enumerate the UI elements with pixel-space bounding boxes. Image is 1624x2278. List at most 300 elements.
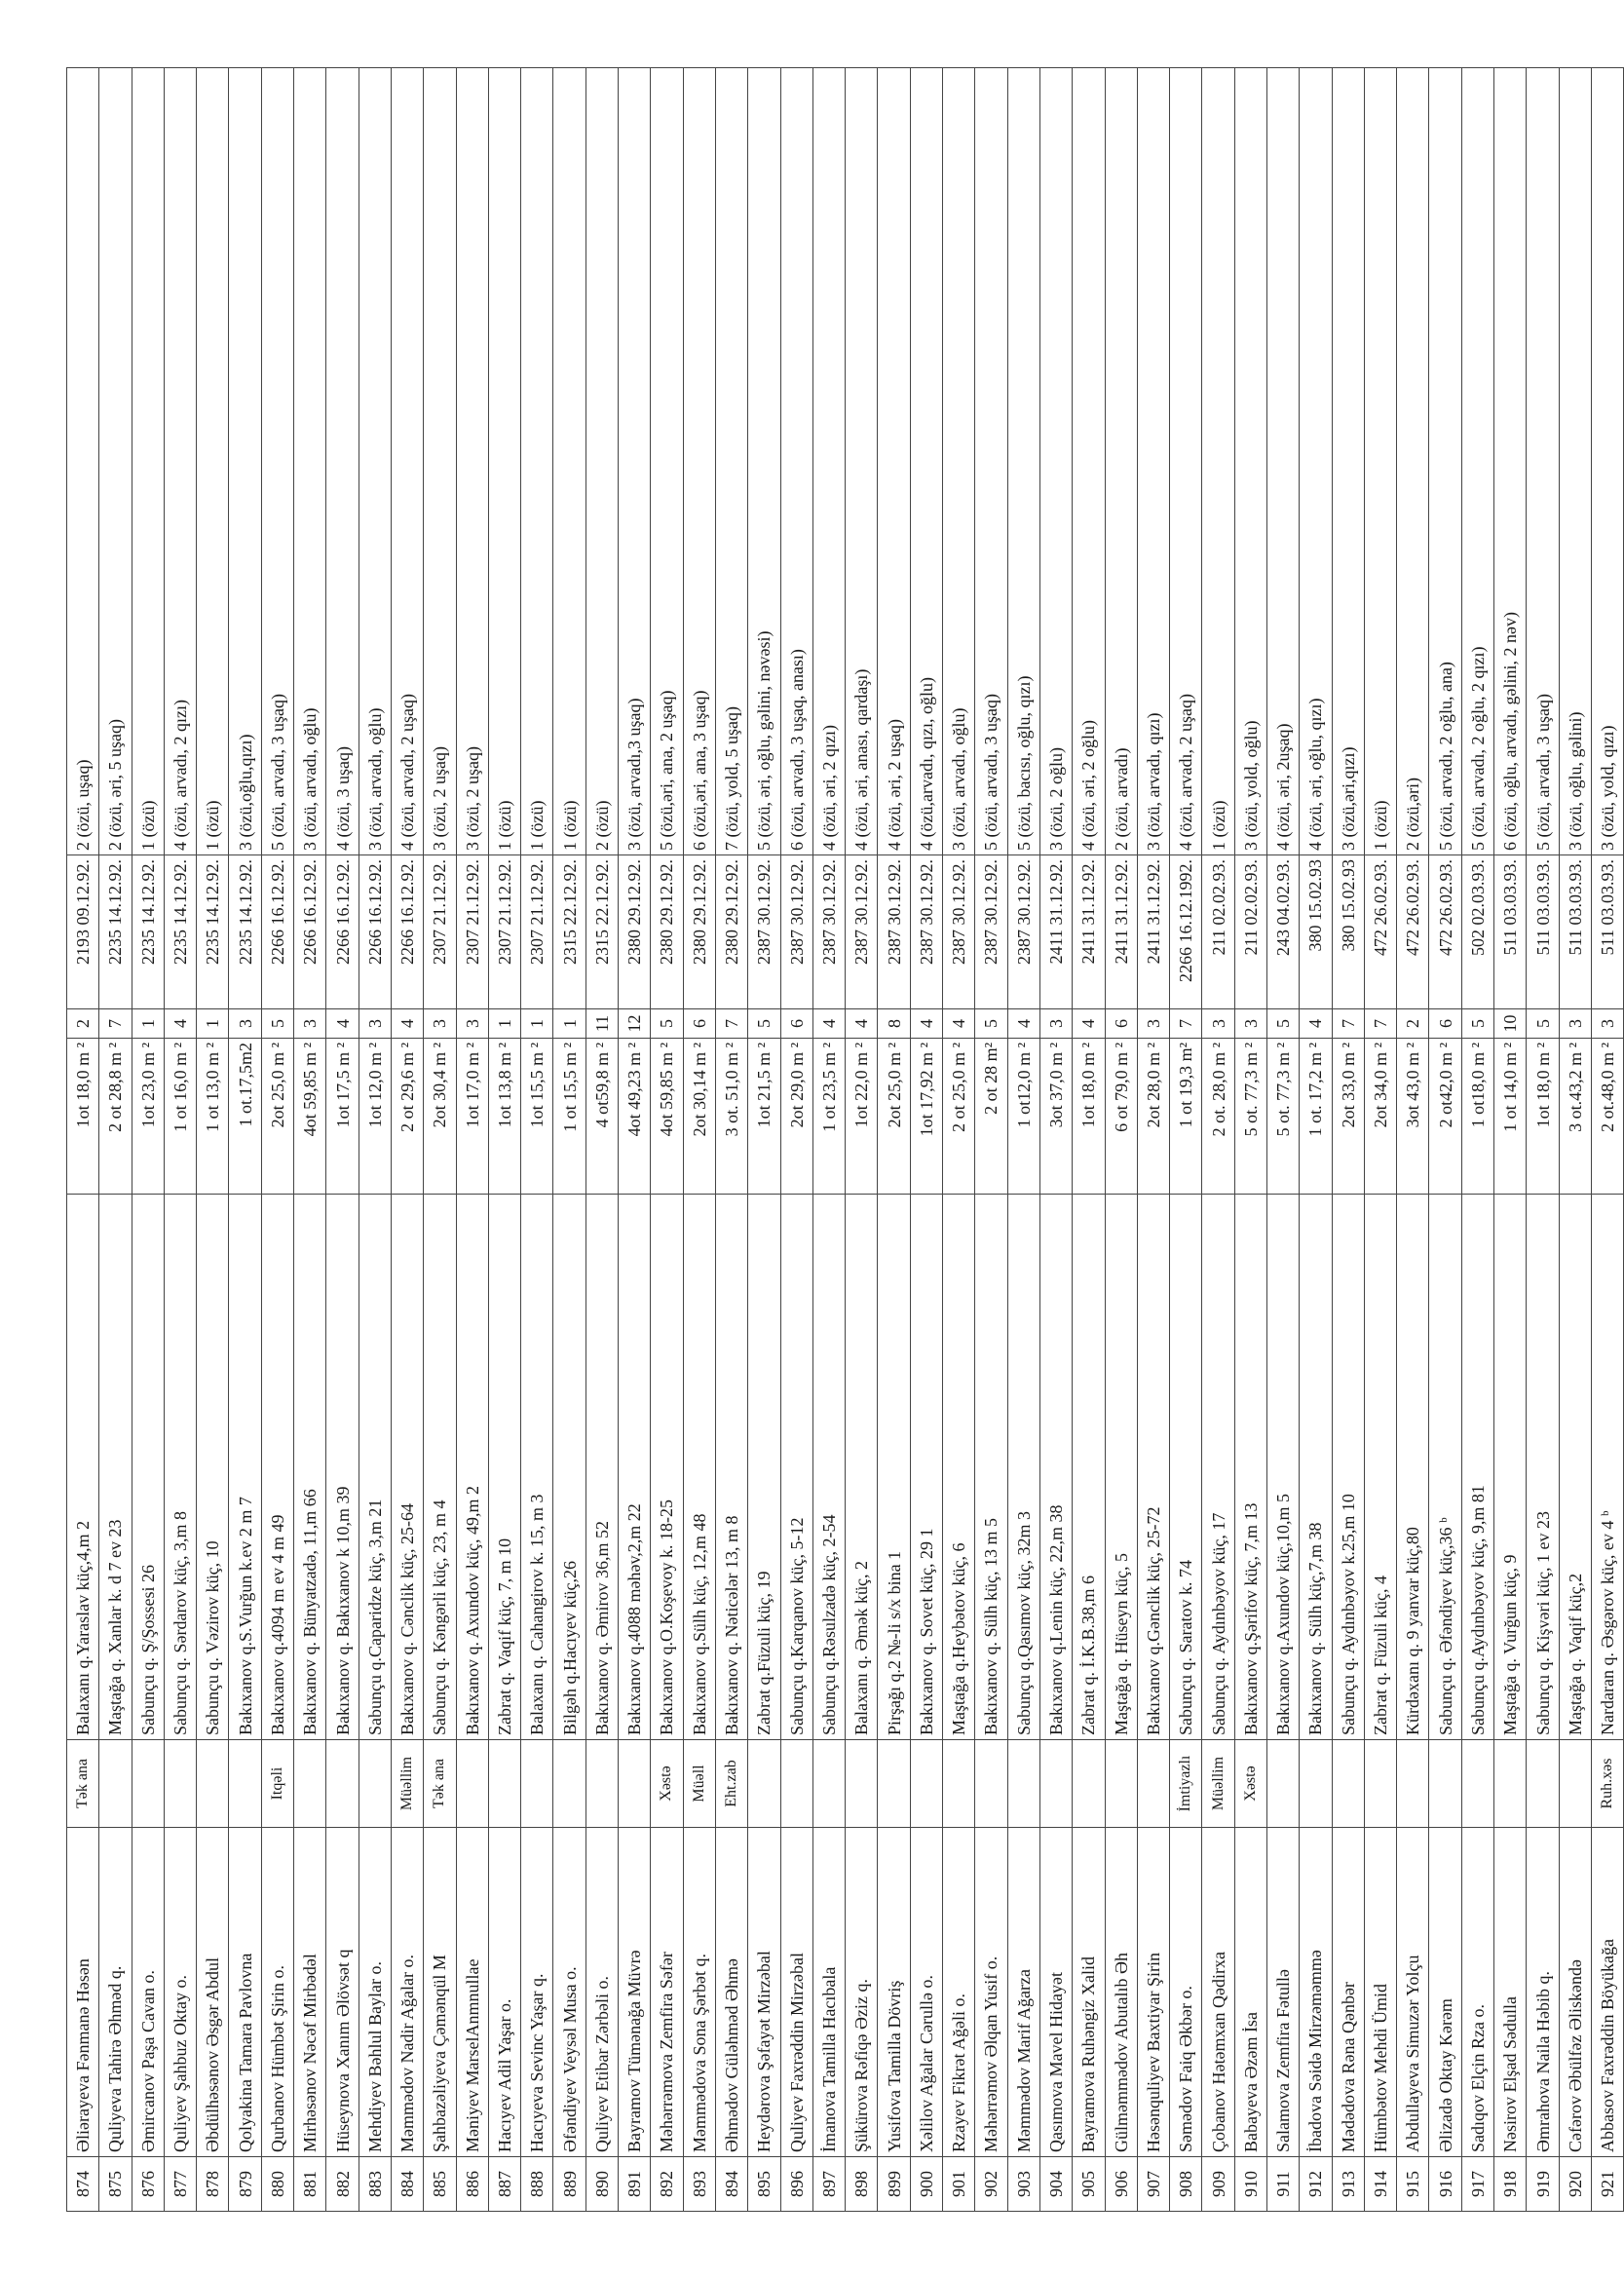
row-number: 909 xyxy=(1202,2157,1234,2212)
address: Zabrat q. Vaqif küç, 7, m 10 xyxy=(488,1195,520,1740)
person-name: Mehdiyev Bəhlul Baylar o. xyxy=(359,1828,391,2157)
status-note xyxy=(1300,1740,1332,1828)
family-count: 7 xyxy=(1364,1009,1396,1039)
person-name: Heydərova Şəfayət Mirzəbal xyxy=(748,1828,780,2157)
family-count: 3 xyxy=(1591,1009,1623,1039)
status-note xyxy=(910,1740,942,1828)
status-note xyxy=(1461,1740,1493,1828)
apartment-size: 2ot 28,0 m ² xyxy=(1137,1039,1169,1195)
apartment-size: 1ot 18,0 m ² xyxy=(67,1039,99,1195)
address: Bakıxanov q. Sovet küç, 29 1 xyxy=(910,1195,942,1740)
apartment-size: 1 ot12,0 m ² xyxy=(1007,1039,1039,1195)
apartment-size: 2ot 34,0 m ² xyxy=(1364,1039,1396,1195)
apartment-size: 2 ot.48,0 m ² xyxy=(1591,1039,1623,1195)
address: Bakıxanov q. Nəticələr 13, m 8 xyxy=(715,1195,747,1740)
order-number-date: 472 26.02.93. xyxy=(1364,855,1396,1009)
table-row xyxy=(1461,68,1493,2212)
apartment-size: 1ot 17,5 m ² xyxy=(326,1039,359,1195)
order-number-date: 2235 14.12.92. xyxy=(229,855,261,1009)
family-composition: 4 (özü, əri, 2 qızı) xyxy=(812,68,845,855)
order-number-date: 2235 14.12.92. xyxy=(99,855,132,1009)
address: Pirşağı q.2 №-li s/x bina 1 xyxy=(878,1195,910,1740)
order-number-date: 511 03.03.93. xyxy=(1527,855,1559,1009)
status-note xyxy=(619,1740,651,1828)
order-number-date: 502 02.03.93. xyxy=(1461,855,1493,1009)
address: Nardaran q. Əsgərov küç, ev 4 ᵇ xyxy=(1591,1195,1623,1740)
family-count: 4 xyxy=(846,1009,878,1039)
person-name: Quliyeva Tahirə Əhməd q. xyxy=(99,1828,132,2157)
person-name: Rzayev Fikrət Ağəli o. xyxy=(943,1828,975,2157)
address: Bakıxanov q. Axundov küç, 49,m 2 xyxy=(456,1195,488,1740)
address: Zabrat q.Füzuli küç, 19 xyxy=(748,1195,780,1740)
family-composition: 2 (özü, uşaq) xyxy=(67,68,99,855)
family-count: 7 xyxy=(1332,1009,1364,1039)
address: Sabunçu q. Ş/Şossesi 26 xyxy=(132,1195,164,1740)
family-composition: 6 (özü, arvadı, 3 uşaq, anası) xyxy=(780,68,812,855)
status-note xyxy=(812,1740,845,1828)
status-note xyxy=(1397,1740,1429,1828)
person-name: Qurbanov Hümbət Şirin o. xyxy=(261,1828,293,2157)
person-name: Şükürova Rəfiqə Əziz q. xyxy=(846,1828,878,2157)
table-row xyxy=(1559,68,1591,2212)
person-name: İbadova Səidə Mirzəməmmə xyxy=(1300,1828,1332,2157)
row-number: 901 xyxy=(943,2157,975,2212)
table-row xyxy=(1332,68,1364,2212)
status-note xyxy=(1137,1740,1169,1828)
apartment-size: 1ot 17,92 m ² xyxy=(910,1039,942,1195)
person-name: Xəlilov Ağalar Cərullə o. xyxy=(910,1828,942,2157)
family-composition: 4 (özü, əri, 2 oğlu) xyxy=(1073,68,1105,855)
person-name: Əhmədov Güləhməd Əhmə xyxy=(715,1828,747,2157)
apartment-size: 1 ot 16,0 m ² xyxy=(164,1039,196,1195)
table-row xyxy=(1234,68,1266,2212)
row-number: 903 xyxy=(1007,2157,1039,2212)
order-number-date: 2307 21.12.92. xyxy=(456,855,488,1009)
family-composition: 5 (özü, bacısı, oğlu, qızı) xyxy=(1007,68,1039,855)
table-row xyxy=(359,68,391,2212)
table-row xyxy=(132,68,164,2212)
apartment-size: 1 ot 15,5 m ² xyxy=(553,1039,585,1195)
order-number-date: 2387 30.12.92. xyxy=(975,855,1007,1009)
person-name: Sadıqov Elçin Rza o. xyxy=(1461,1828,1493,2157)
family-count: 3 xyxy=(424,1009,456,1039)
family-count: 11 xyxy=(585,1009,618,1039)
address: Bakıxanov q.S.Vurğun k.ev 2 m 7 xyxy=(229,1195,261,1740)
address: Zabrat q. Füzuli küç, 4 xyxy=(1364,1195,1396,1740)
family-count: 4 xyxy=(943,1009,975,1039)
row-number: 902 xyxy=(975,2157,1007,2212)
row-number: 878 xyxy=(197,2157,229,2212)
order-number-date: 243 04.02.93. xyxy=(1266,855,1299,1009)
status-note xyxy=(553,1740,585,1828)
row-number: 887 xyxy=(488,2157,520,2212)
family-composition: 3 (özü, arvadı,3 uşaq) xyxy=(619,68,651,855)
family-count: 4 xyxy=(391,1009,423,1039)
status-note xyxy=(326,1740,359,1828)
row-number: 881 xyxy=(294,2157,326,2212)
person-name: Quliyev Şahbuz Oktay o. xyxy=(164,1828,196,2157)
table-row xyxy=(553,68,585,2212)
person-name: Hümbətov Mehdi Ümid xyxy=(1364,1828,1396,2157)
family-composition: 3 (özü, arvadı, oğlu) xyxy=(359,68,391,855)
family-composition: 2 (özü, əri, 5 uşaq) xyxy=(99,68,132,855)
address: Sabunçu q. Kişvəri küç, 1 ev 23 xyxy=(1527,1195,1559,1740)
person-name: Bayramova Ruhəngiz Xalid xyxy=(1073,1828,1105,2157)
status-note: Eht.zab xyxy=(715,1740,747,1828)
order-number-date: 2411 31.12.92. xyxy=(1073,855,1105,1009)
order-number-date: 2387 30.12.92. xyxy=(748,855,780,1009)
family-count: 3 xyxy=(1202,1009,1234,1039)
table-row xyxy=(99,68,132,2212)
status-note xyxy=(846,1740,878,1828)
table-row xyxy=(585,68,618,2212)
row-number: 918 xyxy=(1494,2157,1527,2212)
person-name: Çobanov Hətəmxan Qədirxa xyxy=(1202,1828,1234,2157)
status-note: Itqəli xyxy=(261,1740,293,1828)
table-row xyxy=(812,68,845,2212)
order-number-date: 380 15.02.93 xyxy=(1332,855,1364,1009)
apartment-size: 2 ot. 28,0 m ² xyxy=(1202,1039,1234,1195)
status-note xyxy=(132,1740,164,1828)
family-count: 7 xyxy=(1170,1009,1202,1039)
order-number-date: 2266 16.12.92. xyxy=(326,855,359,1009)
table-row xyxy=(1073,68,1105,2212)
person-name: Abdullayeva Simuzər Yolçu xyxy=(1397,1828,1429,2157)
apartment-size: 2 ot 25,0 m ² xyxy=(943,1039,975,1195)
order-number-date: 2380 29.12.92. xyxy=(683,855,715,1009)
row-number: 897 xyxy=(812,2157,845,2212)
row-number: 910 xyxy=(1234,2157,1266,2212)
status-note: Müəll xyxy=(683,1740,715,1828)
address: Sabunçu q. Əfəndiyev küç,36 ᵇ xyxy=(1429,1195,1461,1740)
apartment-size: 1 ot18,0 m ² xyxy=(1461,1039,1493,1195)
table-row xyxy=(229,68,261,2212)
address: Bakıxanov q. Bünyatzadə, 11,m 66 xyxy=(294,1195,326,1740)
order-number-date: 2387 30.12.92. xyxy=(910,855,942,1009)
table-row xyxy=(1300,68,1332,2212)
family-count: 3 xyxy=(294,1009,326,1039)
apartment-size: 4ot 59,85 m ² xyxy=(651,1039,683,1195)
status-note xyxy=(780,1740,812,1828)
apartment-size: 2ot 30,4 m ² xyxy=(424,1039,456,1195)
family-count: 1 xyxy=(553,1009,585,1039)
order-number-date: 2307 21.12.92. xyxy=(424,855,456,1009)
person-name: Həsənquliyev Baxtiyar Şirin xyxy=(1137,1828,1169,2157)
family-count: 4 xyxy=(164,1009,196,1039)
status-note xyxy=(878,1740,910,1828)
row-number: 913 xyxy=(1332,2157,1364,2212)
family-count: 3 xyxy=(1039,1009,1072,1039)
order-number-date: 2307 21.12.92. xyxy=(521,855,553,1009)
order-number-date: 2266 16.12.92. xyxy=(294,855,326,1009)
family-composition: 4 (özü, 3 uşaq) xyxy=(326,68,359,855)
row-number: 900 xyxy=(910,2157,942,2212)
row-number: 915 xyxy=(1397,2157,1429,2212)
order-number-date: 511 03.03.93. xyxy=(1591,855,1623,1009)
family-count: 4 xyxy=(910,1009,942,1039)
address: Bakıxanov q.4094 m ev 4 m 49 xyxy=(261,1195,293,1740)
table-row xyxy=(748,68,780,2212)
row-number: 905 xyxy=(1073,2157,1105,2212)
person-name: Quliyev Faxrəddin Mirzəbal xyxy=(780,1828,812,2157)
address: Maştağa q. Hüseyn küç, 5 xyxy=(1105,1195,1137,1740)
person-name: Yusifova Tamilla Dövriş xyxy=(878,1828,910,2157)
row-number: 908 xyxy=(1170,2157,1202,2212)
status-note xyxy=(585,1740,618,1828)
status-note xyxy=(1007,1740,1039,1828)
row-number: 877 xyxy=(164,2157,196,2212)
person-name: Məniyev MarselAnmnullae xyxy=(456,1828,488,2157)
family-count: 1 xyxy=(132,1009,164,1039)
family-composition: 1 (özü) xyxy=(488,68,520,855)
apartment-size: 1 ot. 17,2 m ² xyxy=(1300,1039,1332,1195)
table-row xyxy=(488,68,520,2212)
address: Bakıxanov q.Axundov küç,10,m 5 xyxy=(1266,1195,1299,1740)
apartment-size: 6 ot 79,0 m ² xyxy=(1105,1039,1137,1195)
family-composition: 4 (özü, arvadı, 2 uşaq) xyxy=(391,68,423,855)
order-number-date: 511 03.03.93. xyxy=(1494,855,1527,1009)
family-count: 1 xyxy=(521,1009,553,1039)
row-number: 886 xyxy=(456,2157,488,2212)
address: Sabunçu q. Sərdarov küç, 3,m 8 xyxy=(164,1195,196,1740)
order-number-date: 2266 16.12.92. xyxy=(391,855,423,1009)
table-row xyxy=(1494,68,1527,2212)
status-note xyxy=(1039,1740,1072,1828)
apartment-size: 1ot 17,0 m ² xyxy=(456,1039,488,1195)
family-count: 1 xyxy=(197,1009,229,1039)
apartment-size: 1 ot 19,3 m² xyxy=(1170,1039,1202,1195)
table-row xyxy=(326,68,359,2212)
apartment-size: 2 ot42,0 m ² xyxy=(1429,1039,1461,1195)
family-composition: 3 (özü,oğlu,qızı) xyxy=(229,68,261,855)
row-number: 874 xyxy=(67,2157,99,2212)
apartment-size: 3 ot.43,2 m ² xyxy=(1559,1039,1591,1195)
family-composition: 1 (özü) xyxy=(1202,68,1234,855)
status-note xyxy=(456,1740,488,1828)
table-row xyxy=(521,68,553,2212)
address: Sabunçu q.Caparidze küç, 3,m 21 xyxy=(359,1195,391,1740)
status-note xyxy=(229,1740,261,1828)
row-number: 916 xyxy=(1429,2157,1461,2212)
table-row xyxy=(197,68,229,2212)
table-row xyxy=(1202,68,1234,2212)
status-note xyxy=(1559,1740,1591,1828)
row-number: 891 xyxy=(619,2157,651,2212)
order-number-date: 511 03.03.93. xyxy=(1559,855,1591,1009)
table-row xyxy=(164,68,196,2212)
person-name: Hacıyev Adil Yaşar o. xyxy=(488,1828,520,2157)
family-composition: 3 (özü, yold, oğlu) xyxy=(1234,68,1266,855)
apartment-size: 3ot 43,0 m ² xyxy=(1397,1039,1429,1195)
person-name: Qolyakina Tamara Pavlovna xyxy=(229,1828,261,2157)
address: Bakıxanov q.Şərifov küç, 7,m 13 xyxy=(1234,1195,1266,1740)
family-composition: 1 (özü) xyxy=(1364,68,1396,855)
address: Sabunçu q.Karqanov küç, 5-12 xyxy=(780,1195,812,1740)
person-name: Şahbazəliyeva Çəmənqül M xyxy=(424,1828,456,2157)
person-name: Bayramov Tümənağa Müvrə xyxy=(619,1828,651,2157)
person-name: Salamova Zemfira Fətullə xyxy=(1266,1828,1299,2157)
family-count: 3 xyxy=(1559,1009,1591,1039)
family-composition: 5 (özü, arvadı, 3 uşaq) xyxy=(261,68,293,855)
order-number-date: 2380 29.12.92. xyxy=(715,855,747,1009)
status-note xyxy=(164,1740,196,1828)
row-number: 920 xyxy=(1559,2157,1591,2212)
address: Bakıxanov q.4088 məhəv,2,m 22 xyxy=(619,1195,651,1740)
order-number-date: 472 26.02.93. xyxy=(1397,855,1429,1009)
status-note xyxy=(197,1740,229,1828)
family-composition: 4 (özü, əri, oğlu, qızı) xyxy=(1300,68,1332,855)
order-number-date: 2315 22.12.92. xyxy=(553,855,585,1009)
order-number-date: 2387 30.12.92. xyxy=(812,855,845,1009)
table-row xyxy=(1105,68,1137,2212)
address: Maştağa q. Vurğun küç, 9 xyxy=(1494,1195,1527,1740)
table-row xyxy=(683,68,715,2212)
order-number-date: 211 02.02.93. xyxy=(1202,855,1234,1009)
order-number-date: 2266 16.12.92. xyxy=(359,855,391,1009)
status-note xyxy=(1429,1740,1461,1828)
family-count: 6 xyxy=(1105,1009,1137,1039)
status-note xyxy=(521,1740,553,1828)
status-note: Tək ana xyxy=(67,1740,99,1828)
apartment-size: 2 ot 28 m² xyxy=(975,1039,1007,1195)
apartment-size: 3 ot. 51,0 m ² xyxy=(715,1039,747,1195)
order-number-date: 2387 30.12.92. xyxy=(1007,855,1039,1009)
status-note xyxy=(1266,1740,1299,1828)
table-row xyxy=(1137,68,1169,2212)
row-number: 914 xyxy=(1364,2157,1396,2212)
order-number-date: 2411 31.12.92. xyxy=(1137,855,1169,1009)
housing-register-table xyxy=(66,67,1624,2212)
table-row xyxy=(1527,68,1559,2212)
family-count: 5 xyxy=(1461,1009,1493,1039)
row-number: 879 xyxy=(229,2157,261,2212)
apartment-size: 1ot 23,0 m ² xyxy=(132,1039,164,1195)
family-count: 5 xyxy=(1266,1009,1299,1039)
status-note: Xəstə xyxy=(651,1740,683,1828)
table-row xyxy=(846,68,878,2212)
order-number-date: 2411 31.12.92. xyxy=(1105,855,1137,1009)
address: Bakıxanov q.Lenin küç, 22,m 38 xyxy=(1039,1195,1072,1740)
family-count: 7 xyxy=(99,1009,132,1039)
family-composition: 1 (özü) xyxy=(197,68,229,855)
status-note xyxy=(975,1740,1007,1828)
person-name: Əliərayeva Fənmanə Həsən xyxy=(67,1828,99,2157)
row-number: 876 xyxy=(132,2157,164,2212)
family-count: 4 xyxy=(326,1009,359,1039)
apartment-size: 4ot 49,23 m ² xyxy=(619,1039,651,1195)
table-row xyxy=(391,68,423,2212)
apartment-size: 5 ot. 77,3 m ² xyxy=(1234,1039,1266,1195)
order-number-date: 2235 14.12.92. xyxy=(197,855,229,1009)
apartment-size: 2ot 29,0 m ² xyxy=(780,1039,812,1195)
address: Sabunçu q.Qasımov küç, 32m 3 xyxy=(1007,1195,1039,1740)
address: Sabunçu q.Rəsulzadə küç, 2-54 xyxy=(812,1195,845,1740)
address: Bakıxanov q. Cənclik küç, 25-64 xyxy=(391,1195,423,1740)
table-row xyxy=(1397,68,1429,2212)
family-composition: 4 (özü, əri, 2uşaq) xyxy=(1266,68,1299,855)
family-composition: 3 (özü, oğlu, gəlini) xyxy=(1559,68,1591,855)
order-number-date: 2380 29.12.92. xyxy=(651,855,683,1009)
person-name: Səmədov Faiq Əkbər o. xyxy=(1170,1828,1202,2157)
address: Balaxanı q.Yaraslav küç,4,m 2 xyxy=(67,1195,99,1740)
table-row xyxy=(943,68,975,2212)
apartment-size: 2ot 25,0 m ² xyxy=(878,1039,910,1195)
address: Bakıxanov q. Sülh küç, 13 m 5 xyxy=(975,1195,1007,1740)
status-note xyxy=(1105,1740,1137,1828)
row-number: 880 xyxy=(261,2157,293,2212)
person-name: Məhərrəmova Zemfira Səfər xyxy=(651,1828,683,2157)
apartment-size: 1ot 21,5 m ² xyxy=(748,1039,780,1195)
address: Bakıxanov q.O.Koşevoy k. 18-25 xyxy=(651,1195,683,1740)
apartment-size: 1ot 22,0 m ² xyxy=(846,1039,878,1195)
apartment-size: 2ot 30,14 m ² xyxy=(683,1039,715,1195)
family-count: 6 xyxy=(1429,1009,1461,1039)
status-note: Xəstə xyxy=(1234,1740,1266,1828)
person-name: Məmmədov Nadir Ağalar o. xyxy=(391,1828,423,2157)
address: Zabrat q. İ.K.B.38,m 6 xyxy=(1073,1195,1105,1740)
order-number-date: 2266 16.12.1992. xyxy=(1170,855,1202,1009)
row-number: 917 xyxy=(1461,2157,1493,2212)
family-count: 2 xyxy=(67,1009,99,1039)
table-row xyxy=(975,68,1007,2212)
status-note xyxy=(488,1740,520,1828)
family-count: 3 xyxy=(229,1009,261,1039)
family-count: 6 xyxy=(683,1009,715,1039)
order-number-date: 2307 21.12.92. xyxy=(488,855,520,1009)
address: Balaxanı q. Cahangirov k. 15, m 3 xyxy=(521,1195,553,1740)
person-name: Quliyev Etibar Zərbəli o. xyxy=(585,1828,618,2157)
table-row xyxy=(67,68,99,2212)
order-number-date: 2411 31.12.92. xyxy=(1039,855,1072,1009)
address: Sabunçu q. Vəzirov küç, 10 xyxy=(197,1195,229,1740)
family-composition: 6 (özü, oğlu, arvadı, gəlini, 2 nəv) xyxy=(1494,68,1527,855)
person-name: İmanova Tamilla Hacıbala xyxy=(812,1828,845,2157)
row-number: 888 xyxy=(521,2157,553,2212)
family-composition: 1 (özü) xyxy=(132,68,164,855)
order-number-date: 2387 30.12.92. xyxy=(943,855,975,1009)
address: Balaxanı q. Əmək küç, 2 xyxy=(846,1195,878,1740)
family-count: 12 xyxy=(619,1009,651,1039)
family-composition: 4 (özü,arvadı, qızı, oğlu) xyxy=(910,68,942,855)
status-note xyxy=(294,1740,326,1828)
row-number: 882 xyxy=(326,2157,359,2212)
apartment-size: 3ot 37,0 m ² xyxy=(1039,1039,1072,1195)
person-name: Əlizadə Oktay Kərəm xyxy=(1429,1828,1461,2157)
family-count: 5 xyxy=(975,1009,1007,1039)
apartment-size: 2 ot 28,8 m ² xyxy=(99,1039,132,1195)
row-number: 899 xyxy=(878,2157,910,2212)
row-number: 906 xyxy=(1105,2157,1137,2212)
order-number-date: 2387 30.12.92. xyxy=(780,855,812,1009)
apartment-size: 1 ot.17,5m2 xyxy=(229,1039,261,1195)
family-composition: 3 (özü, arvadı, qızı) xyxy=(1137,68,1169,855)
table-row xyxy=(878,68,910,2212)
person-name: Babayeva Əzəm İsa xyxy=(1234,1828,1266,2157)
address: Sabunçu q. Aydınbəyov küç, 17 xyxy=(1202,1195,1234,1740)
order-number-date: 2387 30.12.92. xyxy=(846,855,878,1009)
family-count: 6 xyxy=(780,1009,812,1039)
person-name: Hüseynova Xanım Əlövsət q xyxy=(326,1828,359,2157)
row-number: 884 xyxy=(391,2157,423,2212)
apartment-size: 1 ot 23,5 m ² xyxy=(812,1039,845,1195)
order-number-date: 2235 14.12.92. xyxy=(164,855,196,1009)
order-number-date: 2380 29.12.92. xyxy=(619,855,651,1009)
status-note: Ruh.xəs xyxy=(1591,1740,1623,1828)
row-number: 911 xyxy=(1266,2157,1299,2212)
person-name: Mirhəsənov Nəcəf Mirbədəl xyxy=(294,1828,326,2157)
family-count: 7 xyxy=(715,1009,747,1039)
family-count: 10 xyxy=(1494,1009,1527,1039)
